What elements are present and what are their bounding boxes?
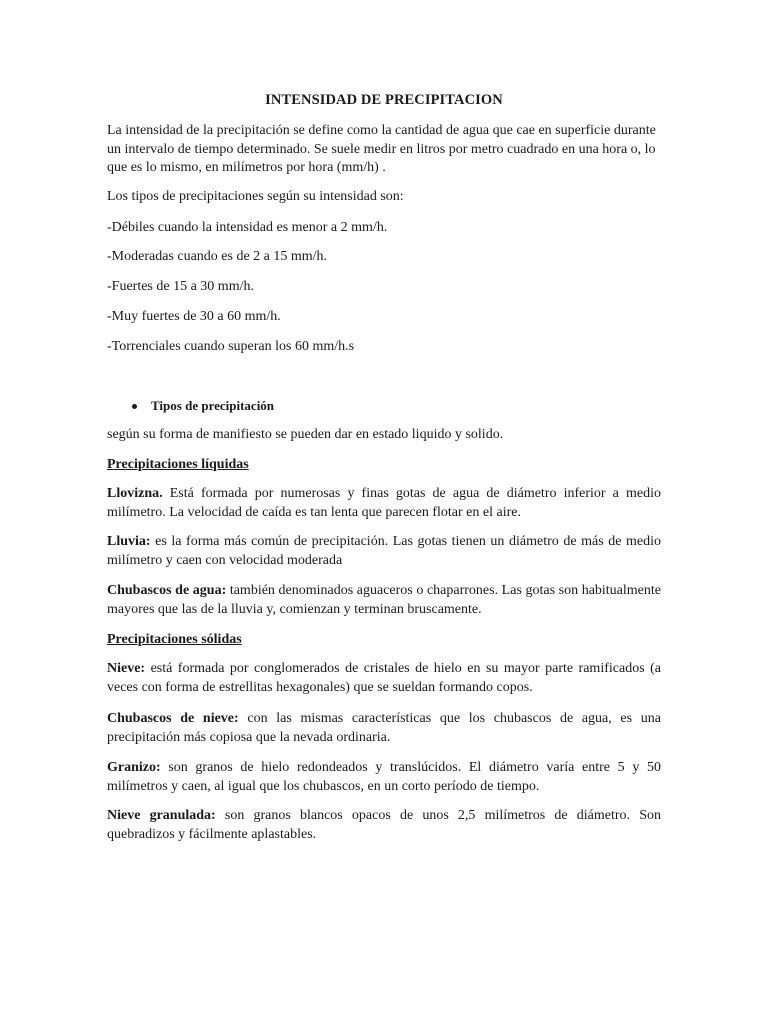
solid-text: está formada por conglomerados de cristales de hielo en su mayor parte ramificados (a veces con forma de estrellitas hexagonales) que se sueldan formando copos. <box>107 661 661 695</box>
solid-term: Granizo: <box>107 760 161 775</box>
form-paragraph: según su forma de manifiesto se pueden dar en estado liquido y solido. <box>107 427 504 442</box>
intensity-item-strong: -Fuertes de 15 a 30 mm/h. <box>107 279 254 294</box>
solid-item-hail <box>107 759 661 796</box>
liquid-heading: Precipitaciones líquidas <box>107 457 249 472</box>
solid-term: Nieve granulada: <box>107 808 216 823</box>
intensity-types-intro: Los tipos de precipitaciones según su intensidad son: <box>107 189 404 204</box>
solid-item-snow-showers <box>107 710 661 747</box>
liquid-item-rain <box>107 533 661 570</box>
intro-paragraph: La intensidad de la precipitación se define como la cantidad de agua que cae en superficie durante un intervalo de tiempo determinado. Se suele medir en litros por metro cuadrado en una hora o, lo que es lo mismo, en milímetros por hora (mm/h) . <box>107 123 656 175</box>
liquid-text: es la forma más común de precipitación. Las gotas tienen un diámetro de más de medio milímetro y caen con velocidad moderada <box>107 534 661 568</box>
liquid-item-drizzle <box>107 485 661 522</box>
liquid-text: también denominados aguaceros o chaparrones. Las gotas son habitualmente mayores que las de la lluvia y, comienzan y terminan bruscamente. <box>107 583 661 617</box>
intensity-item-torrential: -Torrenciales cuando superan los 60 mm/h.s <box>107 339 355 354</box>
solid-item-snow <box>107 660 661 697</box>
liquid-item-showers <box>107 582 661 619</box>
solid-text: son granos de hielo redondeados y translúcidos. El diámetro varía entre 5 y 50 milímetros y caen, al igual que los chubascos, en un corto período de tiempo. <box>107 760 661 794</box>
bullet-list-item <box>132 397 274 415</box>
liquid-text: Está formada por numerosas y finas gotas de agua de diámetro inferior a medio milímetro. La velocidad de caída es tan lenta que parecen flotar en el aire. <box>107 486 661 520</box>
bullet-icon <box>132 404 137 409</box>
solid-text: son granos blancos opacos de unos 2,5 milímetros de diámetro. Son quebradizos y fácilmente aplastables. <box>107 808 661 842</box>
intensity-item-very-strong: -Muy fuertes de 30 a 60 mm/h. <box>107 309 281 324</box>
solid-heading: Precipitaciones sólidas <box>107 632 242 647</box>
liquid-term: Lluvia: <box>107 534 151 549</box>
bullet-label: Tipos de precipitación <box>151 398 275 413</box>
solid-item-graupel <box>107 807 661 844</box>
page-title: INTENSIDAD DE PRECIPITACION <box>265 92 503 108</box>
solid-term: Chubascos de nieve: <box>107 711 239 726</box>
liquid-term: Chubascos de agua: <box>107 583 227 598</box>
liquid-term: Llovizna. <box>107 486 163 501</box>
intensity-item-weak: -Débiles cuando la intensidad es menor a 2 mm/h. <box>107 220 388 235</box>
solid-text: con las mismas características que los chubascos de agua, es una precipitación más copiosa que la nevada ordinaria. <box>107 711 661 745</box>
intensity-item-moderate: -Moderadas cuando es de 2 a 15 mm/h. <box>107 249 328 264</box>
solid-term: Nieve: <box>107 661 146 676</box>
